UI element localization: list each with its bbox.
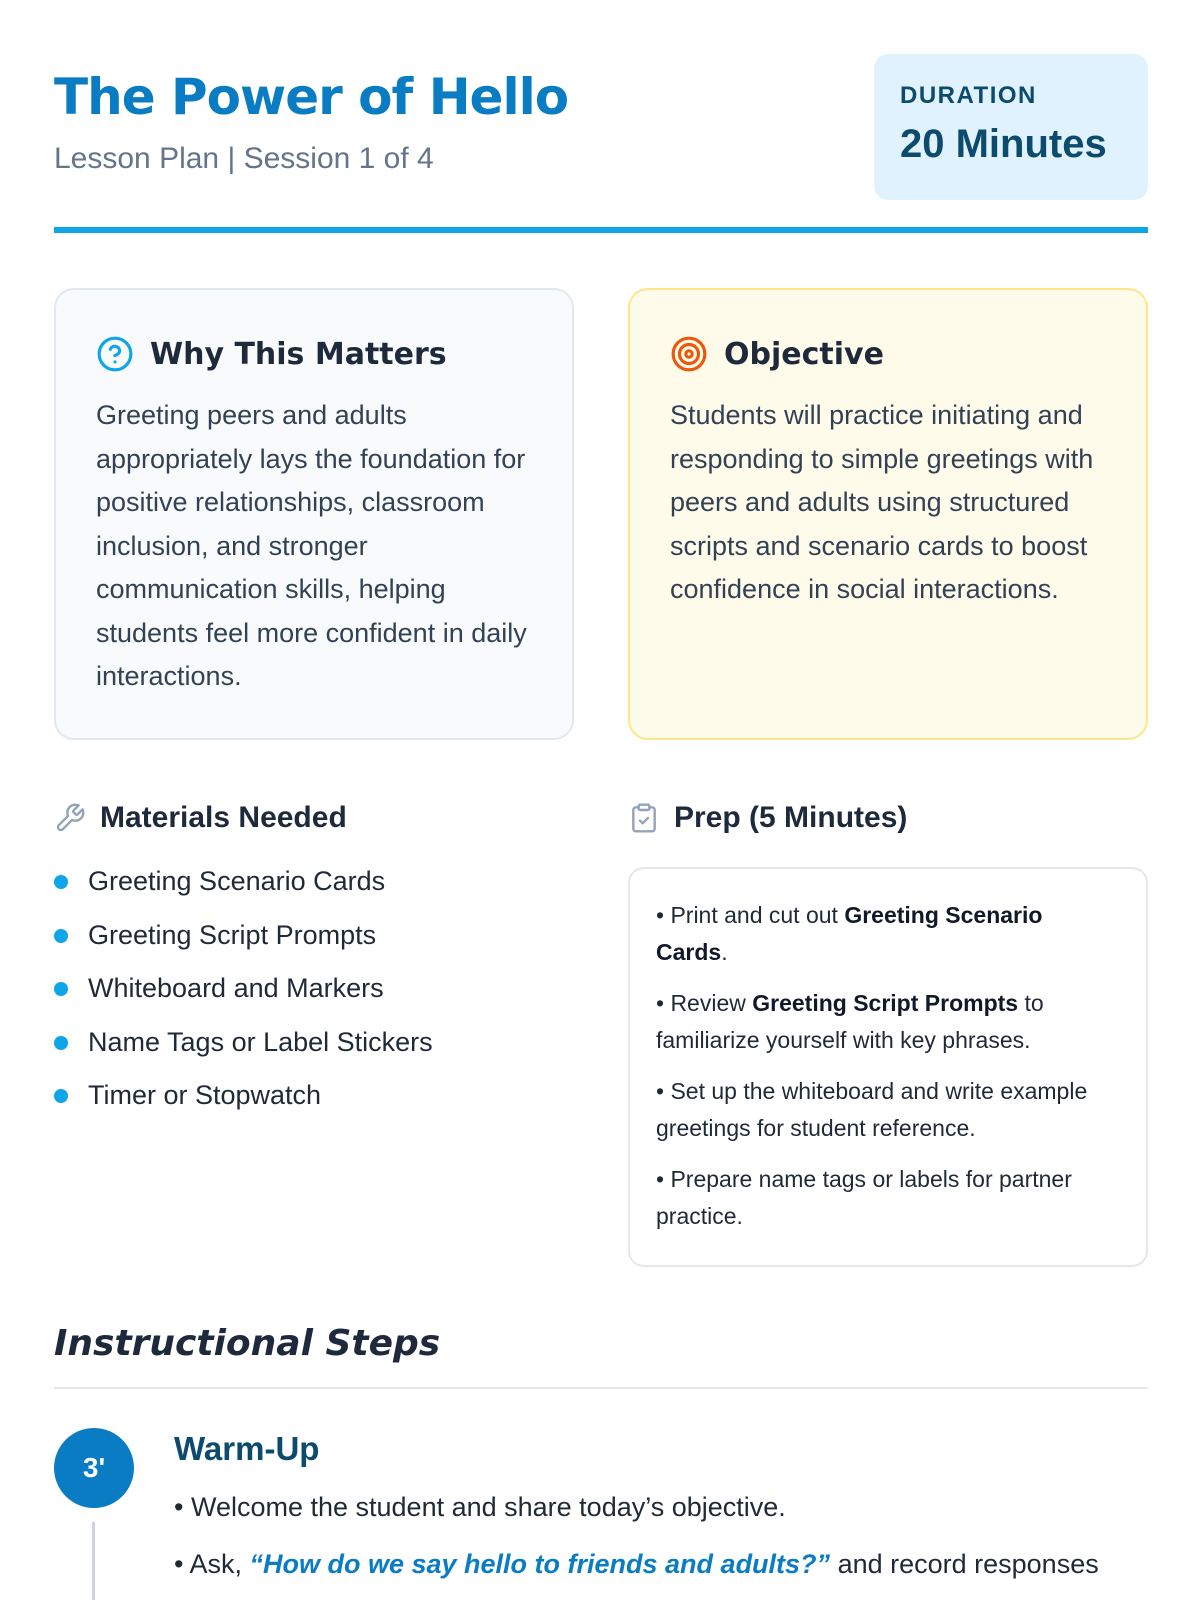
lesson-plan-page [54,0,1148,1600]
step-bullets [174,1488,1148,1602]
step-bullet: • Ask, “How do we say hello to friends and adults?” and record responses [174,1549,1099,1579]
bullet-dot [54,929,68,943]
list-item [54,969,433,1023]
list-item [54,916,433,970]
step-timeline-line [92,1522,95,1600]
wrench-icon [54,802,86,834]
prep-item: • Set up the whiteboard and write example greetings for student reference. [656,1078,1088,1141]
why-card-body: Greeting peers and adults appropriately lays the foundation for positive relationships, classroom inclusion, and stronger communication skills, helping students feel more confident in daily interactions. [96,400,527,691]
step-bullet: • Welcome the student and share today’s objective. [174,1492,786,1522]
why-this-matters-card [54,288,574,740]
prep-box [628,867,1148,1267]
why-card-header [96,330,532,378]
header-divider [54,227,1148,233]
prep-item: • Prepare name tags or labels for partner practice. [656,1166,1072,1229]
question-circle-icon [96,335,134,373]
duration-value: 20 Minutes [900,122,1107,166]
material-label: Name Tags or Label Stickers [88,1026,433,1057]
materials-heading [54,796,347,840]
material-label: Whiteboard and Markers [88,973,384,1003]
bullet-dot [54,1036,68,1050]
list-item [54,1076,433,1130]
target-icon [670,335,708,373]
steps-divider [54,1387,1148,1389]
duration-label: DURATION [900,82,1037,109]
step-time-badge: 3' [54,1428,134,1508]
materials-title: Materials Needed [100,801,347,834]
material-label: Timer or Stopwatch [88,1080,322,1110]
page-title: The Power of Hello [54,68,569,126]
step-title: Warm-Up [174,1430,320,1467]
objective-card-title: Objective [724,336,884,372]
material-label: Greeting Script Prompts [88,919,377,950]
objective-card-header [670,330,1106,378]
materials-list [54,862,433,1130]
prep-heading [628,796,907,840]
prep-item: • Print and cut out Greeting Scenario Cards. [656,902,1043,965]
bullet-dot [54,1089,68,1103]
list-item [54,862,433,916]
bullet-dot [54,982,68,996]
duration-badge [874,54,1148,200]
quoted-question: “How do we say hello to friends and adults?” [249,1549,831,1579]
lesson-header [54,0,1148,240]
prep-item: • Review Greeting Script Prompts to familiarize yourself with key phrases. [656,990,1044,1053]
page-subtitle: Lesson Plan | Session 1 of 4 [54,142,434,175]
objective-card [628,288,1148,740]
why-card-title: Why This Matters [150,336,447,372]
prep-title: Prep (5 Minutes) [674,801,908,834]
bullet-dot [54,875,68,889]
objective-card-body: Students will practice initiating and responding to simple greetings with peers and adults using structured scripts and scenario cards to boost confidence in social interactions. [670,400,1094,604]
clipboard-check-icon [628,802,660,834]
list-item [54,1023,433,1077]
steps-section-title: Instructional Steps [54,1323,441,1364]
material-label: Greeting Scenario Cards [88,866,386,896]
